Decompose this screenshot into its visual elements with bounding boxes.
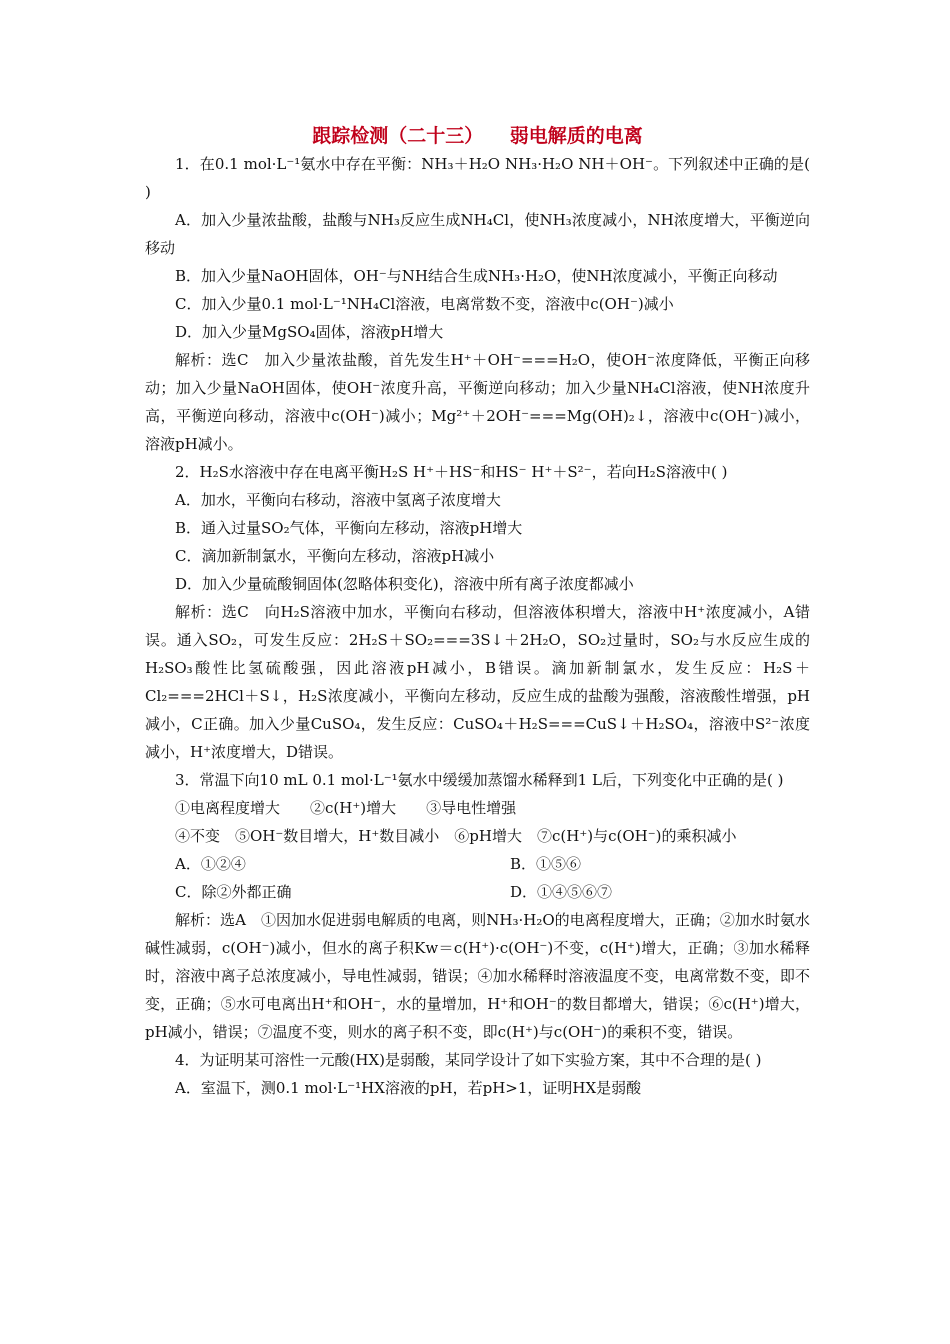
question-4 bbox=[145, 1046, 810, 1102]
option-d: D．加入少量硫酸铜固体(忽略体积变化)，溶液中所有离子浓度都减小 bbox=[175, 575, 634, 593]
option-a: A．室温下，测0.1 mol·L⁻¹HX溶液的pH，若pH>1，证明HX是弱酸 bbox=[175, 1079, 642, 1097]
analysis: 解析：选C 加入少量浓盐酸，首先发生H⁺＋OH⁻===H₂O，使OH⁻浓度降低，平衡正向移动；加入少量NaOH固体，使OH⁻浓度升高，平衡逆向移动；加入少量NH₄Cl溶液，使NH浓度升高，平衡逆向移动，溶液中c(OH⁻)减小；Mg²⁺＋2OH⁻===Mg(OH)₂↓，溶液中c(OH⁻)减小，溶液pH减小。 bbox=[145, 351, 810, 453]
option-b: B．加入少量NaOH固体，OH⁻与NH结合生成NH₃·H₂O，使NH浓度减小，平衡正向移动 bbox=[175, 267, 778, 285]
analysis: 解析：选A ①因加水促进弱电解质的电离，则NH₃·H₂O的电离程度增大，正确；②加水时氨水碱性减弱，c(OH⁻)减小，但水的离子积Kw＝c(H⁺)·c(OH⁻)不变，c(H⁺)增大，正确；③加水稀释时，溶液中离子总浓度减小，导电性减弱，错误；④加水稀释时溶液温度不变，电离常数不变，即不变，正确；⑤水可电离出H⁺和OH⁻，水的量增加，H⁺和OH⁻的数目都增大，错误；⑥c(H⁺)增大，pH减小，错误；⑦温度不变，则水的离子积不变，即c(H⁺)与c(OH⁻)的乘积不变，错误。 bbox=[145, 911, 810, 1041]
question-stem: 2．H₂S水溶液中存在电离平衡H₂S H⁺＋HS⁻和HS⁻ H⁺＋S²⁻，若向H₂S溶液中( ) bbox=[175, 463, 728, 481]
question-stem: 4．为证明某可溶性一元酸(HX)是弱酸，某同学设计了如下实验方案，其中不合理的是( ) bbox=[175, 1051, 762, 1069]
question-stem: 3．常温下向10 mL 0.1 mol·L⁻¹氨水中缓缓加蒸馏水稀释到1 L后，下列变化中正确的是( ) bbox=[175, 771, 784, 789]
option-b: B．通入过量SO₂气体，平衡向左移动，溶液pH增大 bbox=[175, 519, 523, 537]
option-c: C．除②外都正确 bbox=[175, 883, 292, 901]
statement-list: ④不变 ⑤OH⁻数目增大，H⁺数目减小 ⑥pH增大 ⑦c(H⁺)与c(OH⁻)的乘积减小 bbox=[175, 827, 737, 845]
option-c: C．滴加新制氯水，平衡向左移动，溶液pH减小 bbox=[175, 547, 495, 565]
option-row bbox=[145, 878, 810, 906]
option-b: B．①⑤⑥ bbox=[510, 855, 582, 873]
question-3 bbox=[145, 766, 810, 1046]
option-a: A．加水，平衡向右移动，溶液中氢离子浓度增大 bbox=[175, 491, 501, 509]
document-page bbox=[145, 122, 810, 1102]
question-2 bbox=[145, 458, 810, 766]
question-stem: 1．在0.1 mol·L⁻¹氨水中存在平衡：NH₃＋H₂O NH₃·H₂O NH＋OH⁻。下列叙述中正确的是( ) bbox=[145, 155, 810, 201]
statement-list: ①电离程度增大 ②c(H⁺)增大 ③导电性增强 bbox=[175, 799, 517, 817]
option-c: C．加入少量0.1 mol·L⁻¹NH₄Cl溶液，电离常数不变，溶液中c(OH⁻)减小 bbox=[175, 295, 674, 313]
option-d: D．加入少量MgSO₄固体，溶液pH增大 bbox=[175, 323, 444, 341]
option-a: A．加入少量浓盐酸，盐酸与NH₃反应生成NH₄Cl，使NH₃浓度减小，NH浓度增大，平衡逆向移动 bbox=[145, 211, 810, 257]
option-a: A．①②④ bbox=[175, 855, 246, 873]
analysis: 解析：选C 向H₂S溶液中加水，平衡向右移动，但溶液体积增大，溶液中H⁺浓度减小，A错误。通入SO₂，可发生反应：2H₂S＋SO₂===3S↓＋2H₂O，SO₂过量时，SO₂与水反应生成的H₂SO₃酸性比氢硫酸强，因此溶液pH减小，B错误。滴加新制氯水，发生反应：H₂S＋Cl₂===2HCl＋S↓，H₂S浓度减小，平衡向左移动，反应生成的盐酸为强酸，溶液酸性增强，pH减小，C正确。加入少量CuSO₄，发生反应：CuSO₄＋H₂S===CuS↓＋H₂SO₄，溶液中S²⁻浓度减小，H⁺浓度增大，D错误。 bbox=[145, 603, 810, 761]
question-1 bbox=[145, 150, 810, 458]
page-title: 跟踪检测（二十三） 弱电解质的电离 bbox=[312, 125, 643, 147]
option-d: D．①④⑤⑥⑦ bbox=[510, 883, 613, 901]
option-row bbox=[145, 850, 810, 878]
